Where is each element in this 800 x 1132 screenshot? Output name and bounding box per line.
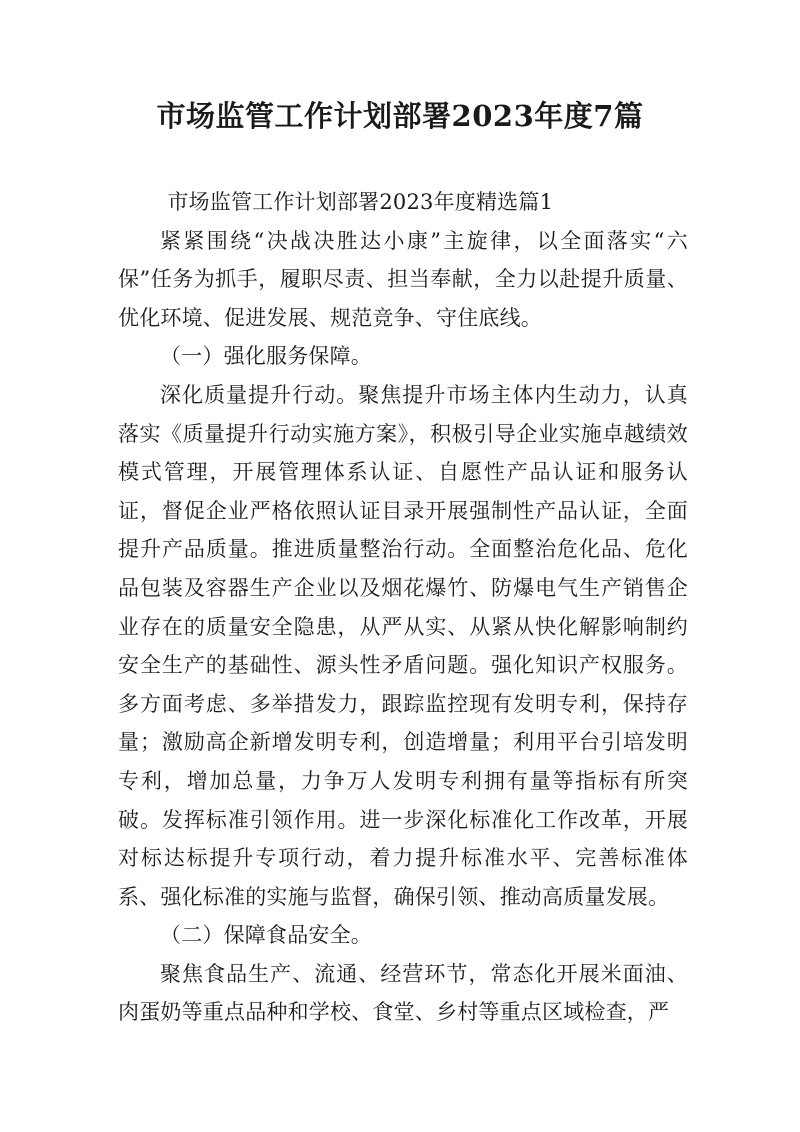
subsection-heading-1: （一）强化服务保障。 <box>160 344 372 369</box>
document-body <box>118 183 688 1032</box>
document-title: 市场监管工作计划部署2023年度7篇 <box>156 99 644 133</box>
intro-paragraph: 紧紧围绕“决战决胜达小康”主旋律，以全面落实“六保”任务为抓手，履职尽责、担当奉献，全力以赴提升质量、优化环境、促进发展、规范竞争、守住底线。 <box>118 228 688 330</box>
food-safety-paragraph: 聚焦食品生产、流通、经营环节，常态化开展米面油、肉蛋奶等重点品种和学校、食堂、乡村等重点区域检查，严 <box>118 961 688 1025</box>
service-paragraph: 深化质量提升行动。聚焦提升市场主体内生动力，认真落实《质量提升行动实施方案》，积极引导企业实施卓越绩效模式管理，开展管理体系认证、自愿性产品认证和服务认证，督促企业严格依照认证目录开展强制性产品认证，全面提升产品质量。推进质量整治行动。全面整治危化品、危化品包装及容器生产企业以及烟花爆竹、防爆电气生产销售企业存在的质量安全隐患，从严从实、从紧从快化解影响制约安全生产的基础性、源头性矛盾问题。强化知识产权服务。多方面考虑、多举措发力，跟踪监控现有发明专利，保持存量；激励高企新增发明专利，创造增量；利用平台引培发明专利，增加总量，力争万人发明专利拥有量等指标有所突破。发挥标准引领作用。进一步深化标准化工作改革，开展对标达标提升专项行动，着力提升标准水平、完善标准体系、强化标准的实施与监督，确保引领、推动高质量发展。 <box>118 382 688 909</box>
section-heading-1: 市场监管工作计划部署2023年度精选篇1 <box>167 190 554 214</box>
subsection-heading-2: （二）保障食品安全。 <box>160 923 372 948</box>
